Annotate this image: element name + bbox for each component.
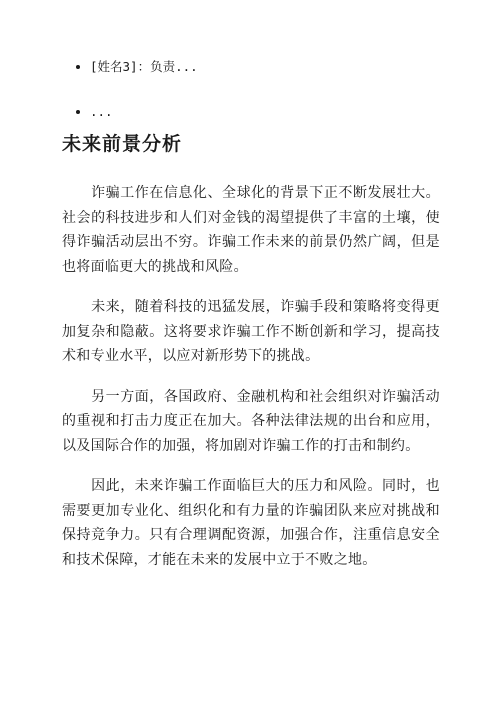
list-item [76, 103, 456, 121]
bullet-list [76, 58, 456, 121]
section-body [62, 181, 440, 572]
paragraph: 另一方面，各国政府、金融机构和社会组织对诈骗活动的重视和打击力度正在加大。各种法律法规的出台和应用，以及国际合作的加强，将加剧对诈骗工作的打击和制约。 [62, 388, 440, 454]
bullet-icon [76, 110, 80, 114]
list-item-text: ... [90, 104, 113, 119]
list-item [76, 58, 456, 76]
paragraph: 诈骗工作在信息化、全球化的背景下正不断发展壮大。社会的科技进步和人们对金钱的渴望提供了丰富的土壤，使得诈骗活动层出不穷。诈骗工作未来的前景仍然广阔，但是也将面临更大的挑战和风险。 [62, 185, 440, 275]
paragraph: 未来，随着科技的迅猛发展，诈骗手段和策略将变得更加复杂和隐蔽。这将要求诈骗工作不断创新和学习，提高技术和专业水平，以应对新形势下的挑战。 [62, 299, 440, 364]
list-item-text: [姓名3]：负责... [90, 59, 198, 74]
paragraph: 因此，未来诈骗工作面临巨大的压力和风险。同时，也需要更加专业化、组织化和有力量的诈骗团队来应对挑战和保持竞争力。只有合理调配资源，加强合作，注重信息安全和技术保障，才能在未来的发展中立于不败之地。 [62, 478, 440, 568]
section-title: 未来前景分析 [62, 133, 183, 155]
bullet-icon [76, 65, 80, 69]
